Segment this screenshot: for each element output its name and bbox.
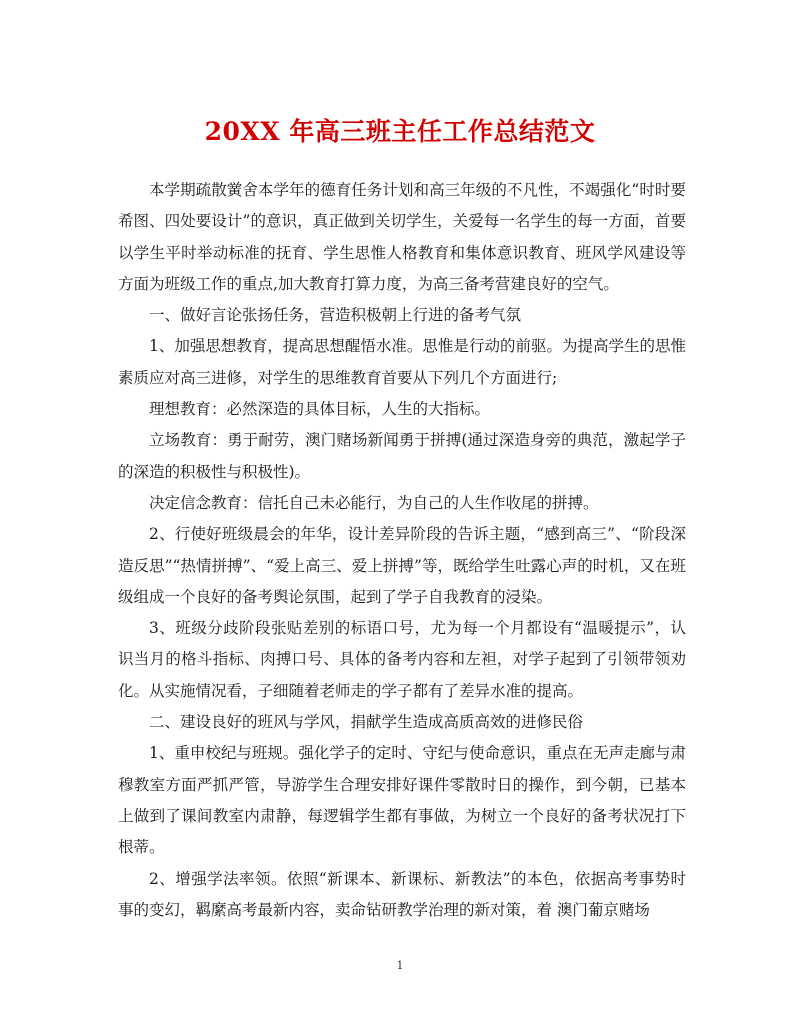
paragraph: 立场教育：勇于耐劳，澳门赌场新闻勇于拼搏(通过深造身旁的典范，激起学子的深造的积极性与积极性)。	[118, 431, 686, 481]
paragraph: 2、行使好班级晨会的年华，设计差异阶段的告诉主题，“感到高三”、“阶段深造反思”“热情拼搏”、“爱上高三、爱上拼搏”等，既给学生吐露心声的时机，又在班级组成一个良好的备考舆论氛围，起到了学子自我教育的浸染。	[118, 525, 686, 606]
document-title: 20XX 年高三班主任工作总结范文	[204, 117, 596, 146]
document-body	[118, 175, 686, 926]
page-number: 1	[396, 959, 404, 972]
paragraph: 1、加强思想教育，提高思想醒悟水准。思惟是行动的前驱。为提高学生的思惟素质应对高三进修，对学生的思维教育首要从下列几个方面进行;	[118, 337, 686, 387]
paragraph: 理想教育：必然深造的具体目标，人生的大指标。	[149, 400, 491, 419]
paragraph: 本学期疏散黉舍本学年的德育任务计划和高三年级的不凡性，不竭强化“时时要希图、四处要设计”的意识，真正做到关切学生，关爱每一名学生的每一方面，首要以学生平时举动标准的抚育、学生思惟人格教育和集体意识教育、班风学风建设等方面为班级工作的重点,加大教育打算力度，为高三备考营建良好的空气。	[118, 181, 686, 293]
paragraph: 2、增强学法率领。依照“新课本、新课标、新教法”的本色，依据高考事势时事的变幻，羁縻高考最新内容，卖命钻研教学治理的新对策，着 澳门葡京赌场	[118, 869, 686, 919]
section-heading: 一、做好言论张扬任务，营造积极朝上行进的备考气氛	[149, 306, 522, 325]
paragraph: 1、重申校纪与班规。强化学子的定时、守纪与使命意识，重点在无声走廊与肃穆教室方面严抓严管，导游学生合理安排好课件零散时日的操作，到今朝，已基本上做到了课间教室内肃静，每逻辑学生都有事做，为树立一个良好的备考状况打下根蒂。	[118, 744, 686, 857]
paragraph: 决定信念教育：信托自己未必能行，为自己的人生作收尾的拼搏。	[149, 493, 599, 512]
paragraph: 3、班级分歧阶段张贴差别的标语口号，尤为每一个月都设有“温暖提示”，认识当月的格斗指标、肉搏口号、具体的备考内容和左袒，对学子起到了引领带领劝化。从实施情况看，子细随着老师走的学子都有了差异水准的提高。	[118, 619, 686, 700]
section-heading: 二、建设良好的班风与学风，捐献学生造成高质高效的进修民俗	[149, 713, 584, 732]
